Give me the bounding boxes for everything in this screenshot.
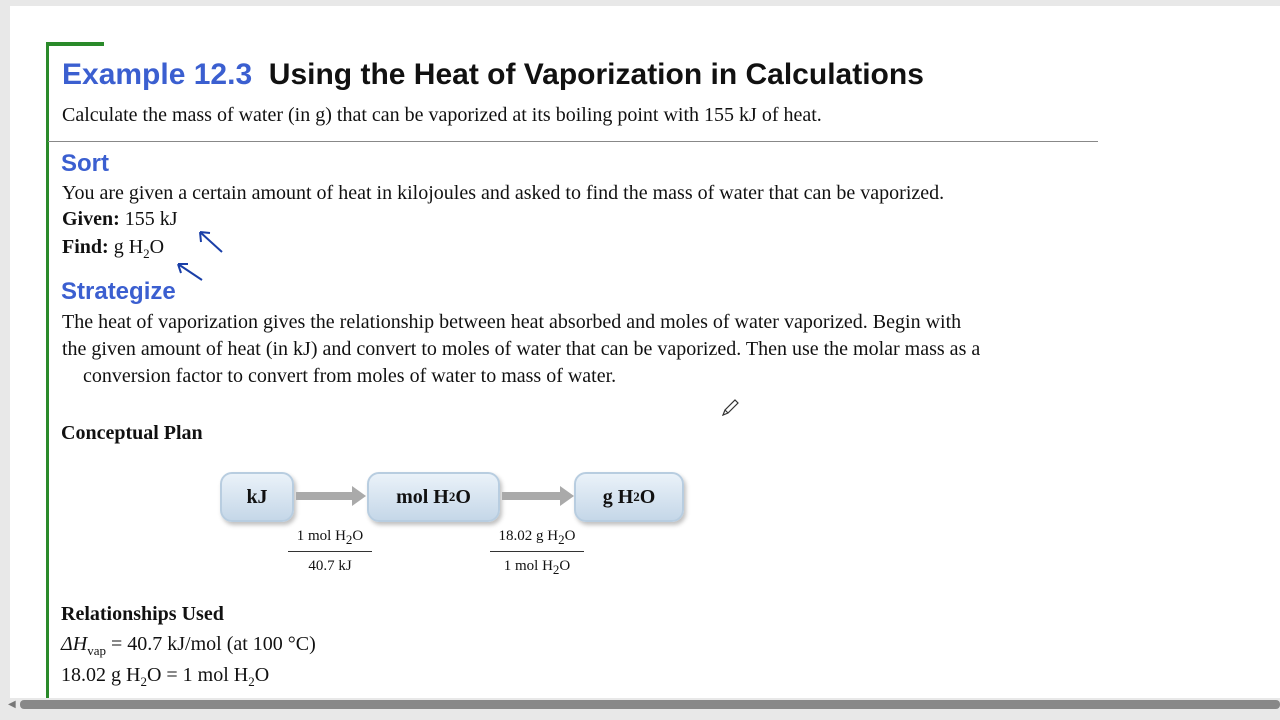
relationship-1 [61,633,316,659]
delta-h: ΔH [61,633,88,655]
example-header [62,58,924,92]
annotation-arrows-icon [170,222,230,284]
box-label-end: O [639,485,656,508]
relationship-value: = 40.7 kJ/mol (at 100 °C) [105,633,316,655]
text: O = 1 mol H [146,664,249,686]
numerator: 1 mol H [296,528,346,544]
given-line [62,208,178,231]
example-title: Using the Heat of Vaporization in Calculations [268,58,924,91]
numerator-end: O [564,528,576,544]
plan-arrow-2 [502,492,560,500]
find-value-end: O [149,236,165,258]
strategize-line-3: conversion factor to convert from moles of water to mass of water. [83,365,617,387]
strategize-line-1: The heat of vaporization gives the relationship between heat absorbed and moles of water vaporized. Begin with [62,311,962,333]
given-label: Given: [62,208,120,230]
conversion-factor-1 [288,528,372,575]
sort-heading: Sort [61,150,109,177]
problem-statement: Calculate the mass of water (in g) that can be vaporized at its boiling point with 155 kJ of heat. [62,104,822,126]
sort-text: You are given a certain amount of heat in kilojoules and asked to find the mass of water that can be vaporized. [62,182,945,204]
numerator-end: O [352,528,364,544]
scroll-left-arrow-icon[interactable]: ◀ [8,699,16,710]
box-label: g H [602,485,634,508]
text: 18.02 g H [61,664,141,686]
denominator-end: O [559,558,571,574]
green-accent-top [46,42,104,46]
subscript: 2 [552,562,560,577]
find-label: Find: [62,236,109,258]
subscript: 2 [345,532,353,547]
pencil-cursor-icon [720,398,740,418]
relationship-2 [61,664,269,690]
subscript: 2 [558,532,565,547]
subscript: 2 [633,489,640,504]
example-number: Example 12.3 [62,58,253,91]
strategize-heading: Strategize [61,278,176,305]
conceptual-plan-heading: Conceptual Plan [61,422,203,444]
box-label: mol H [396,485,449,508]
denominator: 1 mol H [503,558,553,574]
plan-arrow-1 [296,492,352,500]
find-value: g H [113,236,144,258]
find-line [62,236,164,262]
relationships-heading: Relationships Used [61,603,224,625]
horizontal-scrollbar[interactable] [20,700,1280,709]
plan-box-g-h2o [574,472,684,522]
subscript: 2 [140,674,147,689]
box-label-end: O [455,485,471,508]
box-label: kJ [246,485,268,508]
numerator: 18.02 g H [498,528,559,544]
given-value: 155 kJ [124,208,178,230]
strategize-line-2: the given amount of heat (in kJ) and convert to moles of water that can be vaporized. Then use the molar mass as a [62,338,981,360]
subscript: vap [87,643,106,658]
subscript: 2 [248,674,255,689]
subscript: 2 [143,246,150,261]
denominator: 40.7 kJ [308,558,352,574]
plan-box-kj [220,472,294,522]
text: O [254,664,270,686]
divider [48,141,1098,142]
conversion-factor-2 [490,528,584,578]
plan-box-mol-h2o [367,472,500,522]
subscript: 2 [448,489,456,504]
